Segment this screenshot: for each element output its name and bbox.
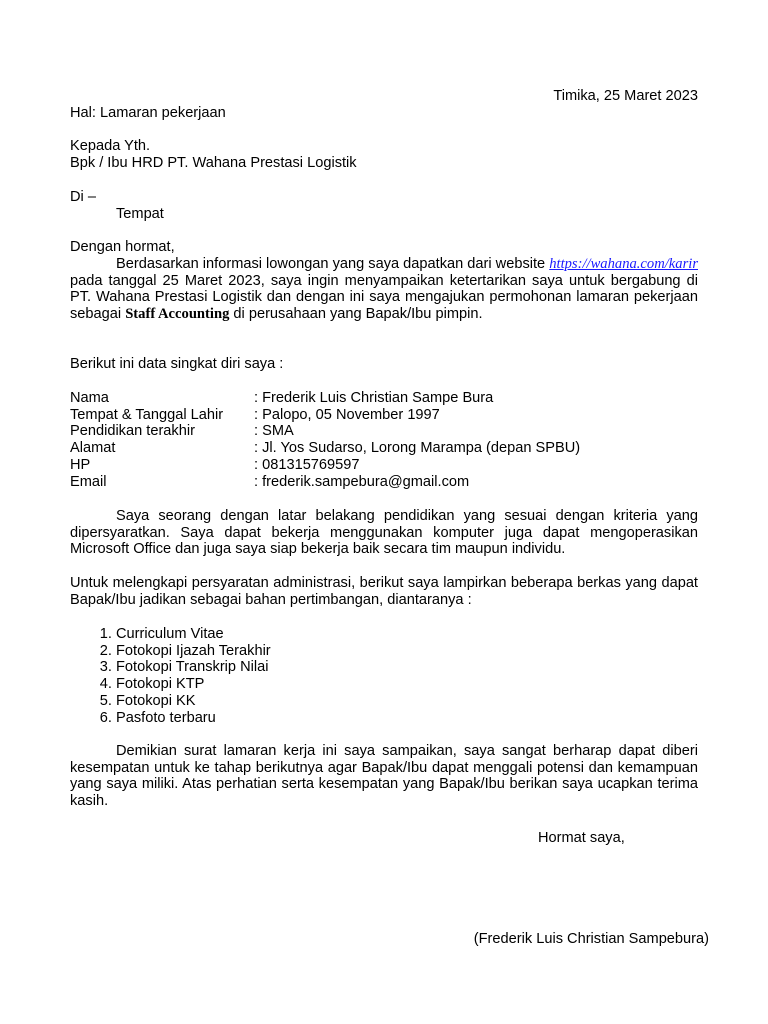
attachment-item: 2. Fotokopi Ijazah Terakhir: [116, 643, 698, 660]
subject-line: Hal: Lamaran pekerjaan: [70, 105, 226, 121]
paragraph-intro: [70, 256, 698, 323]
data-value: : Frederik Luis Christian Sampe Bura: [254, 390, 494, 406]
data-label: Tempat & Tanggal Lahir: [70, 406, 224, 423]
address-di: Di –: [70, 189, 96, 205]
attachment-item: 4. Fotokopi KTP: [116, 676, 698, 693]
data-label: Alamat: [70, 440, 116, 457]
attachment-item: 6. Pasfoto terbaru: [116, 710, 698, 727]
attachment-item: 1. Curriculum Vitae: [116, 626, 698, 643]
paragraph-attachments-intro: Untuk melengkapi persyaratan administrasi, berikut saya lampirkan beberapa berkas yang dapat Bapak/Ibu jadikan sebagai bahan pertimbangan, diantaranya :: [70, 575, 698, 608]
data-row-pendidikan: [70, 423, 698, 440]
intro-text-b: pada tanggal 25 Maret 2023, saya ingin menyampaikan ketertarikan saya untuk bergabung di PT. Wahana Prestasi Logistik dan dengan ini saya mengajukan permohonan lamaran pekerjaan sebagai: [70, 272, 698, 323]
data-row-hp: [70, 457, 698, 474]
data-label: Nama: [70, 390, 109, 406]
paragraph-qualifications: Saya seorang dengan latar belakang pendidikan yang sesuai dengan kriteria yang dipersyaratkan. Saya dapat bekerja menggunakan komputer juga dapat mengoperasikan Microsoft Office dan juga saya siap bekerja baik secara tim maupun individu.: [70, 508, 698, 558]
data-value: : 081315769597: [254, 456, 360, 473]
position-title: Staff Accounting: [125, 306, 230, 323]
recipient-salutation: Kepada Yth.: [70, 138, 151, 154]
data-value: : Palopo, 05 November 1997: [254, 406, 440, 423]
attachments-list: [70, 626, 698, 726]
closing-phrase: Hormat saya,: [538, 830, 625, 846]
recipient-name: Bpk / Ibu HRD PT. Wahana Prestasi Logistik: [70, 154, 357, 171]
data-row-nama: [70, 390, 698, 407]
data-row-email: [70, 474, 698, 491]
attachment-item: 5. Fotokopi KK: [116, 693, 698, 710]
intro-text-c: di perusahaan yang Bapak/Ibu pimpin.: [229, 306, 483, 323]
intro-text-a: Berdasarkan informasi lowongan yang saya dapatkan dari website: [116, 256, 550, 272]
paragraph-closing: Demikian surat lamaran kerja ini saya sampaikan, saya sangat berharap dapat diberi kesempatan untuk ke tahap berikutnya agar Bapak/Ibu dapat menggali potensi dan kemampuan yang saya miliki. Atas perhatian serta kesempatan yang Bapak/Ibu berikan saya ucapkan terima kasih.: [70, 743, 698, 810]
recipient-block: [70, 138, 698, 171]
data-label: Email: [70, 473, 107, 490]
data-value: : Jl. Yos Sudarso, Lorong Marampa (depan SPBU): [254, 440, 581, 457]
data-label: Pendidikan terakhir: [70, 423, 195, 440]
data-value: : frederik.sampebura@gmail.com: [254, 473, 470, 490]
data-intro: Berikut ini data singkat diri saya :: [70, 356, 284, 372]
data-value: : SMA: [254, 423, 294, 440]
data-label: HP: [70, 456, 91, 473]
website-link[interactable]: https://wahana.com/karir: [549, 256, 698, 272]
personal-data-table: [70, 390, 698, 490]
data-row-alamat: [70, 440, 698, 457]
attachment-item: 3. Fotokopi Transkrip Nilai: [116, 659, 698, 676]
address-block: [70, 189, 698, 222]
address-tempat: Tempat: [116, 205, 164, 222]
data-row-ttl: [70, 407, 698, 424]
place-date: Timika, 25 Maret 2023: [553, 88, 698, 104]
greeting: Dengan hormat,: [70, 239, 175, 255]
signature-name: (Frederik Luis Christian Sampebura): [473, 931, 709, 947]
